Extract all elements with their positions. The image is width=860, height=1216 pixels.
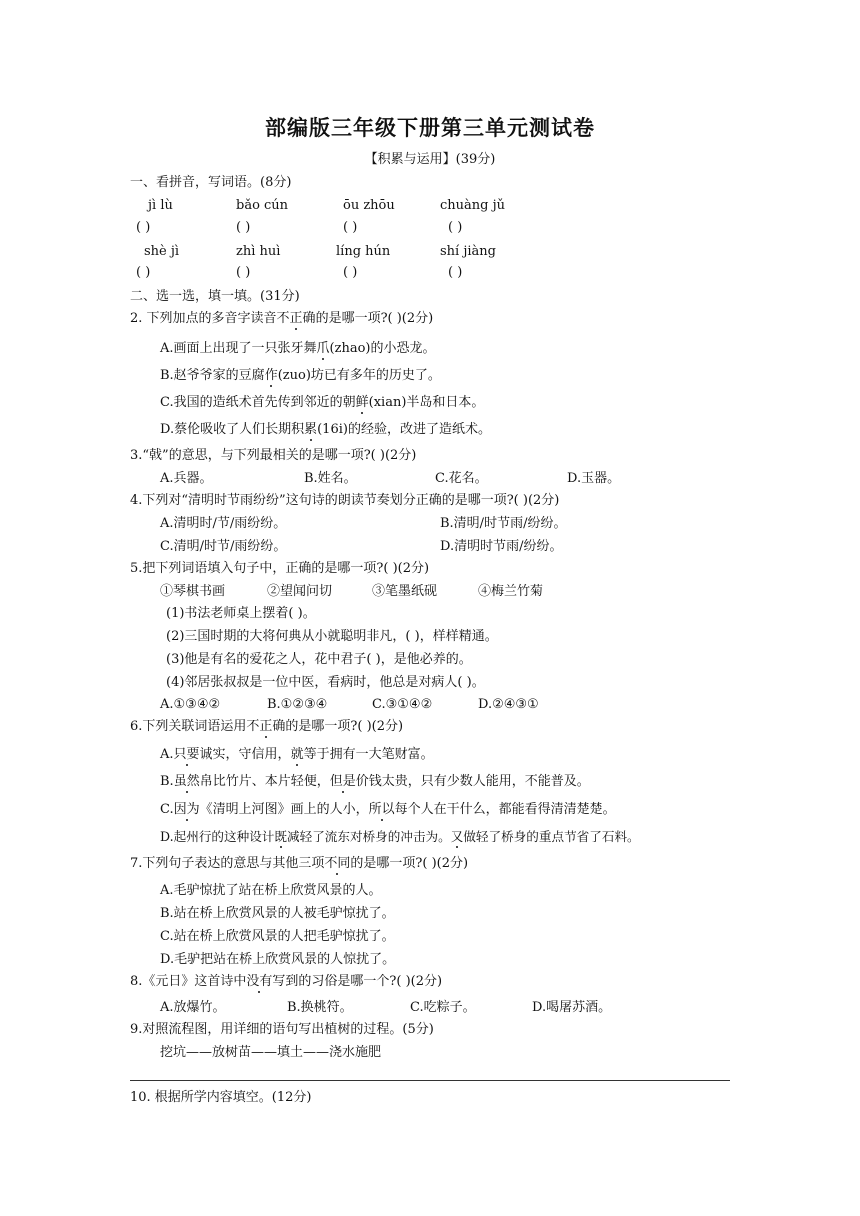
section-header: 【积累与运用】(39分) (364, 152, 496, 167)
q2-option-c: C.我国的造纸术首先传到邻近的朝鲜(xian)半岛和日本。 (160, 395, 485, 410)
dotted-emphasis: 不正确 (276, 311, 316, 326)
answer-blank[interactable]: ( ) (343, 265, 358, 280)
q5-option-d: D.②④③① (478, 697, 539, 712)
answer-line[interactable] (130, 1080, 730, 1081)
dotted-emphasis: 没有 (246, 974, 273, 989)
q8-option-d: D.喝屠苏酒。 (532, 1000, 612, 1015)
q7-stem: 7.下列句子表达的意思与其他三项不同的是哪一项?( )(2分) (130, 856, 469, 871)
q7-option-c: C.站在桥上欣赏风景的人把毛驴惊扰了。 (160, 929, 395, 944)
q7-option-a: A.毛驴惊扰了站在桥上欣赏风景的人。 (160, 883, 382, 898)
answer-blank[interactable]: ( ) (136, 265, 151, 280)
pinyin-jilu: jì lù (148, 198, 173, 213)
answer-blank[interactable]: ( ) (343, 220, 358, 235)
pinyin-linghun: líng hún (336, 244, 391, 259)
q8-stem: 8.《元日》这首诗中没有写到的习俗是哪一个?( )(2分) (130, 974, 443, 989)
q5-sentence-2: (2)三国时期的大将何典从小就聪明非凡，( )，样样精通。 (166, 629, 498, 644)
q5-word-1: ①琴棋书画 (160, 584, 226, 599)
q2-option-b: B.赵爷爷家的豆腐作(zuo)坊已有多年的历史了。 (160, 368, 441, 383)
q6-option-b: B.虽然帛比竹片、本片轻便，但是价钱太贵，只有少数人能用，不能普及。 (160, 774, 590, 789)
pinyin-zhihui: zhì huì (236, 244, 281, 259)
q5-word-4: ④梅兰竹菊 (478, 584, 544, 599)
q5-stem: 5.把下列词语填入句子中，正确的是哪一项?( )(2分) (130, 561, 430, 576)
q6-option-a: A.只要诚实，守信用，就等于拥有一大笔财富。 (160, 747, 434, 762)
q5-option-a: A.①③④② (160, 697, 221, 712)
q4-option-b: B.清明/时节雨/纷纷。 (440, 516, 567, 531)
q2-stem: 2. 下列加点的多音字读音不正确的是哪一项?( )(2分) (130, 311, 434, 326)
q5-sentence-4: (4)邻居张叔叔是一位中医，看病时，他总是对病人( )。 (166, 675, 485, 690)
q2-option-d: D.蔡伦吸收了人们长期积累(16i)的经验，改进了造纸术。 (160, 422, 491, 437)
dotted-emphasis: 不正确 (246, 719, 286, 734)
q1-heading: 一、看拼音，写词语。(8分) (130, 175, 292, 190)
q2-option-a: A.画面上出现了一只张牙舞爪(zhao)的小恐龙。 (160, 341, 436, 356)
q9-flow: 挖坑——放树苗——填土——浇水施肥 (160, 1045, 382, 1060)
dotted-char: 爪 (316, 341, 330, 356)
q3-option-d: D.玉器。 (567, 471, 621, 486)
q4-option-c: C.清明/时节/雨纷纷。 (160, 539, 287, 554)
page-title: 部编版三年级下册第三单元测试卷 (265, 115, 595, 140)
q9-stem: 9.对照流程图，用详细的语句写出植树的过程。(5分) (130, 1022, 434, 1037)
q5-sentence-1: (1)书法老师桌上摆着( )。 (166, 606, 316, 621)
answer-blank[interactable]: ( ) (448, 265, 463, 280)
q3-option-a: A.兵器。 (160, 471, 213, 486)
q7-option-b: B.站在桥上欣赏风景的人被毛驴惊扰了。 (160, 906, 395, 921)
q5-word-2: ②望闻问切 (267, 584, 333, 599)
q8-option-c: C.吃粽子。 (410, 1000, 476, 1015)
q6-option-d: D.起州行的这种设计既减轻了流东对桥身的冲击为。又做轻了桥身的重点节省了石料。 (160, 829, 640, 844)
q5-word-3: ③笔墨纸砚 (372, 584, 438, 599)
answer-blank[interactable]: ( ) (236, 220, 251, 235)
answer-blank[interactable]: ( ) (136, 220, 151, 235)
q10-stem: 10. 根据所学内容填空。(12分) (130, 1090, 312, 1105)
answer-blank[interactable]: ( ) (448, 220, 463, 235)
q4-option-a: A.清明时/节/雨纷纷。 (160, 516, 287, 531)
q3-option-c: C.花名。 (435, 471, 488, 486)
pinyin-shijiang: shí jiàng (440, 244, 496, 259)
q5-option-c: C.③①④② (372, 697, 433, 712)
q7-option-d: D.毛驴把站在桥上欣赏风景的人惊扰了。 (160, 952, 396, 967)
q4-stem: 4.下列对“清明时节雨纷纷”这句诗的朗读节奏划分正确的是哪一项?( )(2分) (130, 493, 560, 508)
q8-option-a: A.放爆竹。 (160, 1000, 226, 1015)
part2-heading: 二、选一选，填一填。(31分) (130, 289, 300, 304)
q3-option-b: B.姓名。 (304, 471, 357, 486)
pinyin-baocun: bǎo cún (236, 198, 289, 213)
q6-stem: 6.下列关联词语运用不正确的是哪一项?( )(2分) (130, 719, 404, 734)
dotted-char: 鲜 (355, 395, 369, 410)
q4-option-d: D.清明时节雨/纷纷。 (440, 539, 563, 554)
q5-sentence-3: (3)他是有名的爱花之人，花中君子( )，是他必养的。 (166, 652, 472, 667)
q3-stem: 3.“戟”的意思，与下列最相关的是哪一项?( )(2分) (130, 448, 417, 463)
pinyin-sheji: shè jì (144, 244, 180, 259)
dotted-emphasis: 不同 (324, 856, 351, 871)
dotted-char: 累 (304, 422, 318, 437)
pinyin-ouzhou: ōu zhōu (343, 198, 395, 213)
q5-option-b: B.①②③④ (267, 697, 328, 712)
q8-option-b: B.换桃符。 (287, 1000, 353, 1015)
q6-option-c: C.因为《清明上河图》画上的人小，所以每个人在干什么，都能看得清清楚楚。 (160, 802, 616, 817)
dotted-char: 作 (264, 368, 278, 383)
answer-blank[interactable]: ( ) (236, 265, 251, 280)
pinyin-chuangju: chuàng jǔ (440, 198, 506, 213)
